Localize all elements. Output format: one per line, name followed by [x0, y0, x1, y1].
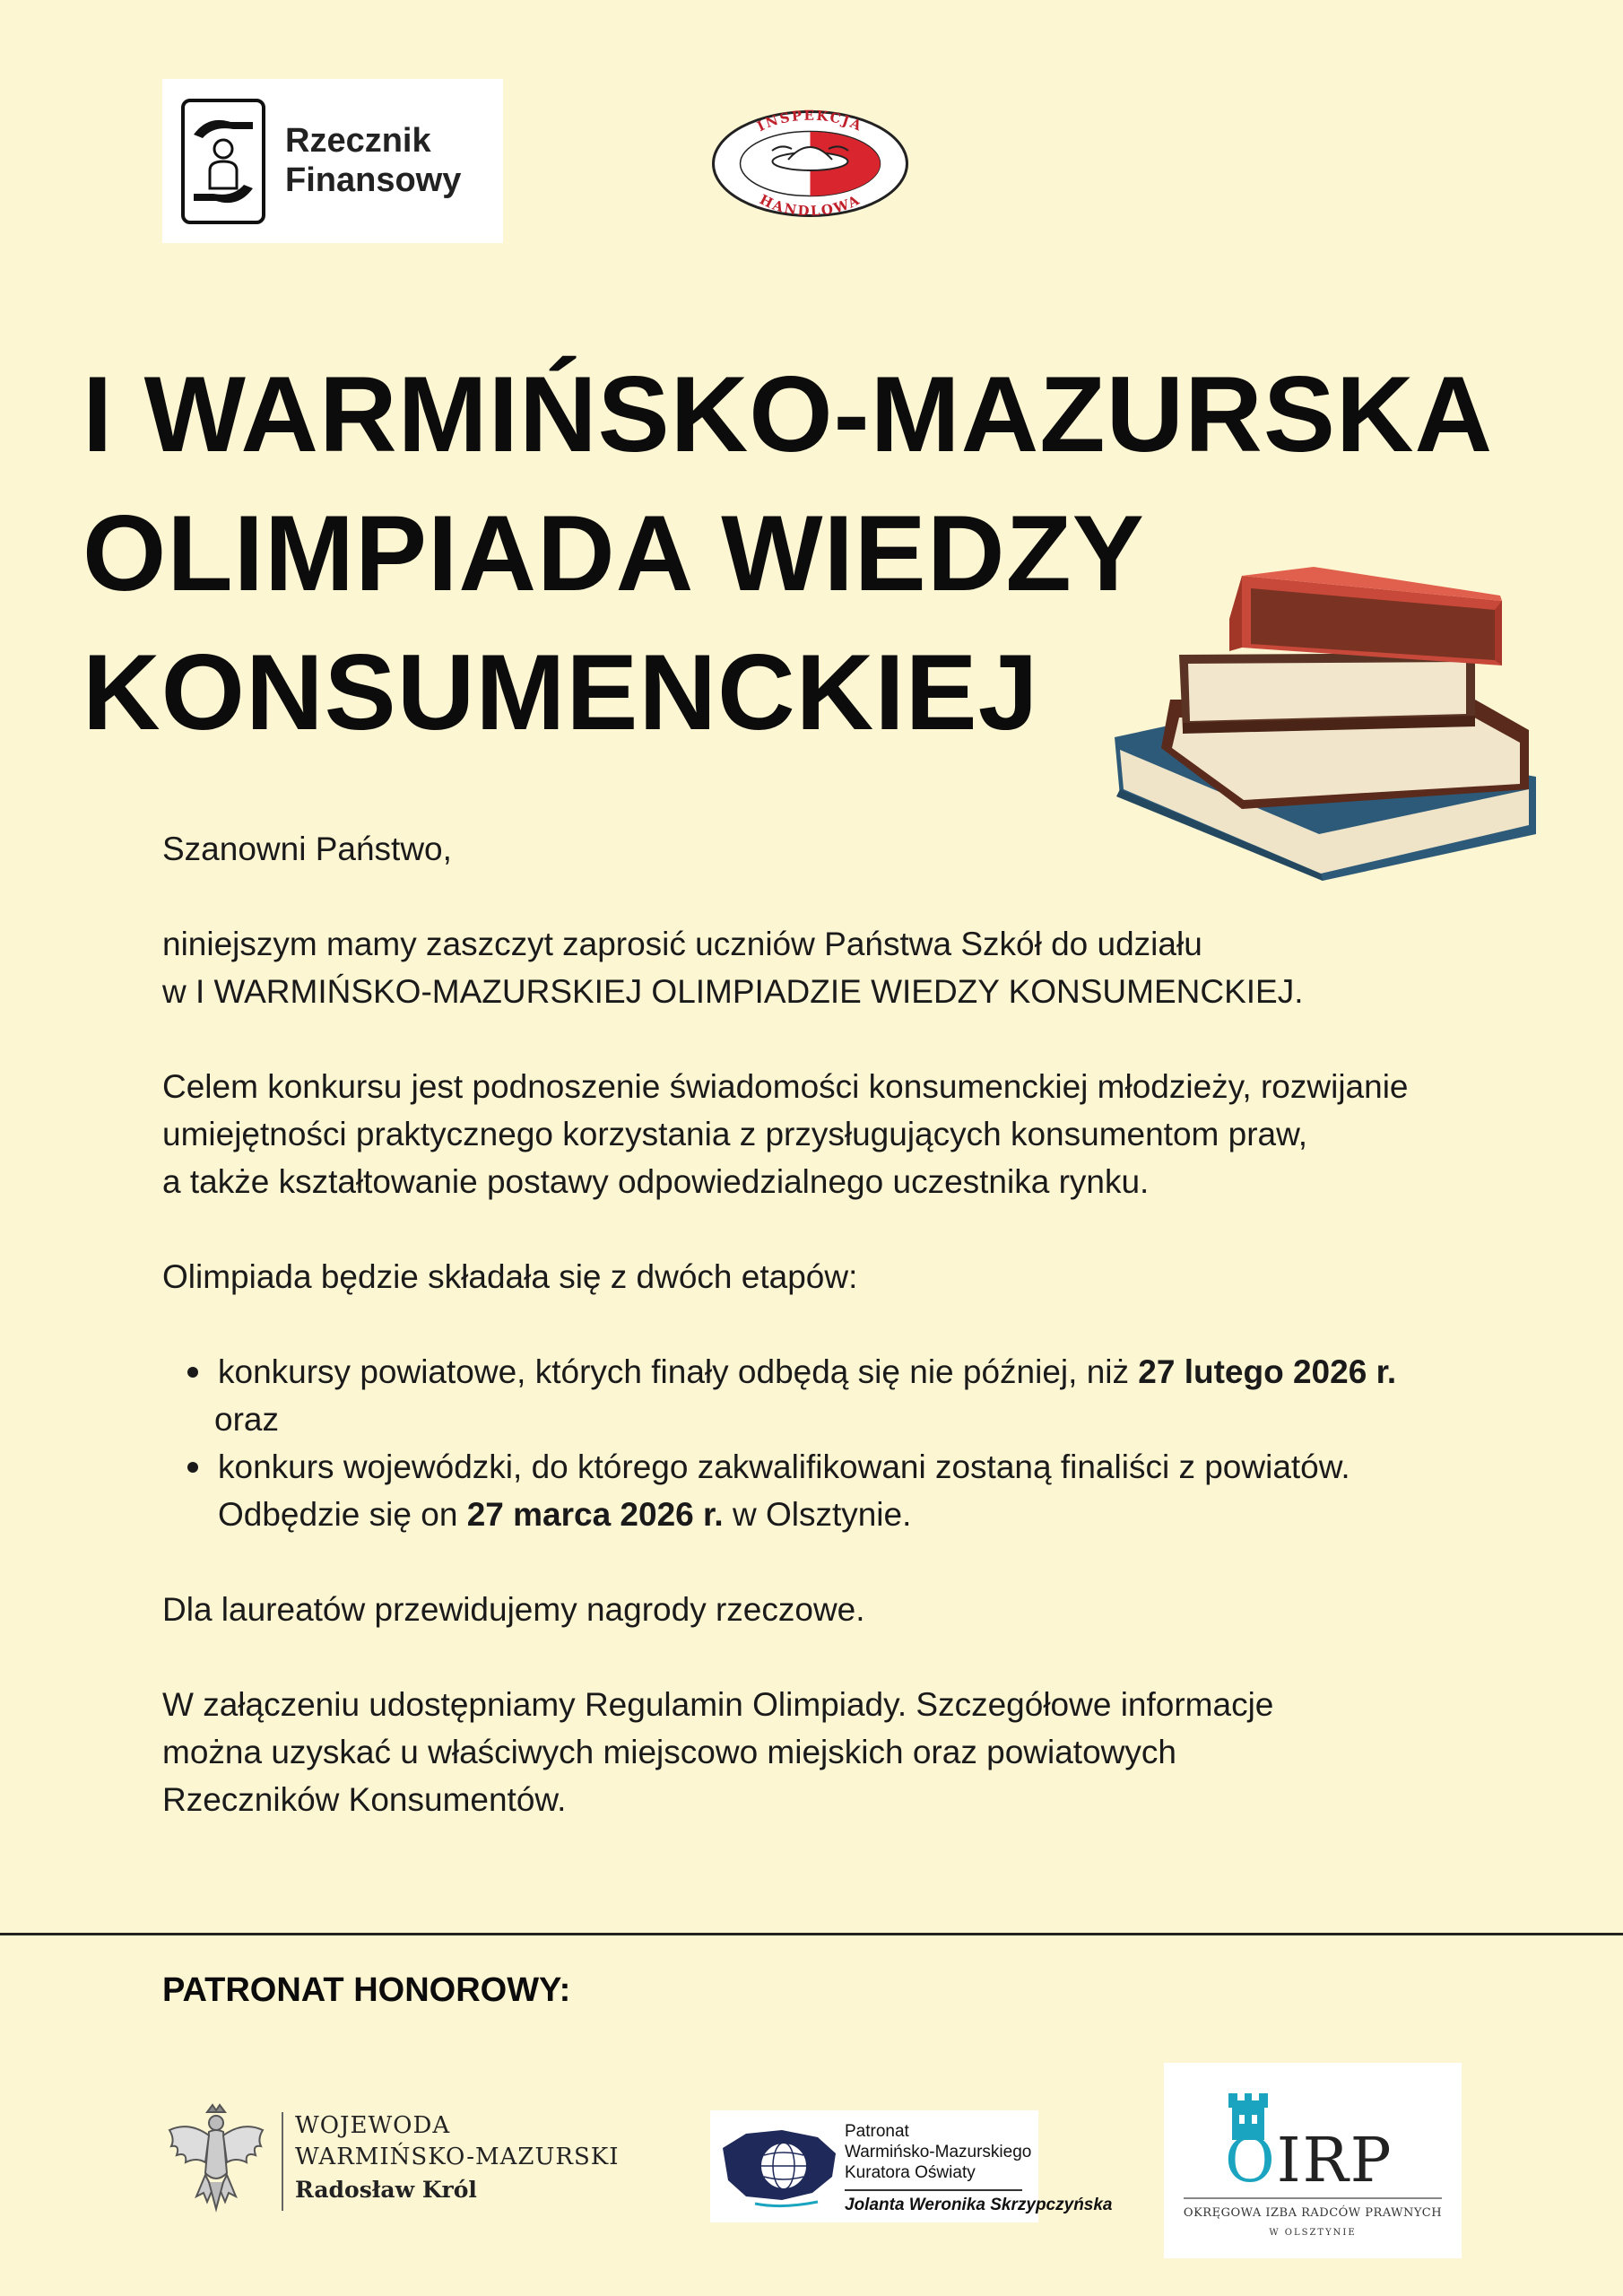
attachment-line-2: można uzyskać u właściwych miejscowo miejskich oraz powiatowych: [162, 1734, 1176, 1770]
kurator-line-3: Kuratora Oświaty: [845, 2163, 976, 2182]
wojewoda-line-1: WOJEWODA: [295, 2112, 451, 2139]
stages-list: [162, 1348, 1480, 1538]
stage-2-post: w Olsztynie.: [723, 1496, 912, 1533]
stage-1-item: [214, 1348, 1480, 1443]
wojewoda-separator: [282, 2112, 283, 2211]
region-map-globe-icon: [719, 2121, 840, 2211]
greeting: Szanowni Państwo,: [162, 831, 452, 867]
hands-person-icon: [181, 99, 265, 224]
eagle-emblem-icon: [162, 2103, 270, 2215]
inspekcja-handlowa-logo: [709, 108, 911, 220]
kurator-oswiaty-logo: [710, 2110, 1113, 2222]
stage-2-line-1: konkurs wojewódzki, do którego zakwalifikowani zostaną finaliści z powiatów.: [218, 1448, 1350, 1485]
inspekcja-top-text: INSPEKCJA: [754, 108, 866, 135]
oirp-subtitle-2: W OLSZTYNIE: [1269, 2228, 1357, 2238]
title-line-3: KONSUMENCKIEJ: [82, 632, 1039, 752]
goal-line-1: Celem konkursu jest podnoszenie świadomości konsumenckiej młodzieży, rozwijanie: [162, 1068, 1409, 1105]
oirp-logo: [1164, 2063, 1462, 2258]
goal-line-2: umiejętności praktycznego korzystania z przysługujących konsumentom praw,: [162, 1116, 1308, 1152]
stages-intro: Olimpiada będzie składała się z dwóch etapów:: [162, 1258, 858, 1295]
stage-2-item: [218, 1443, 1480, 1538]
rzecznik-logo-line2: Finansowy: [285, 161, 462, 199]
kurator-underline: [845, 2189, 1022, 2191]
stage-2-date: 27 marca 2026 r.: [466, 1496, 724, 1533]
stage-2-pre: Odbędzie się on: [218, 1496, 467, 1533]
rzecznik-finansowy-logo: [162, 79, 503, 243]
stage-1-text: konkursy powiatowe, których finały odbędą się nie później, niż: [218, 1353, 1139, 1390]
stage-1-tail: oraz: [214, 1401, 279, 1438]
oirp-divider: [1184, 2197, 1442, 2199]
letter-body: [162, 825, 1480, 1823]
rzecznik-logo-line1: Rzecznik: [285, 122, 431, 160]
oirp-brand: [1225, 2126, 1393, 2196]
oirp-brand-o: O: [1225, 2126, 1277, 2196]
oirp-brand-rest: IRP: [1276, 2126, 1393, 2196]
invite-line-1: niniejszym mamy zaszczyt zaprosić uczniów Państwa Szkół do udziału: [162, 926, 1202, 962]
title-line-1: I WARMIŃSKO-MAZURSKA: [82, 354, 1494, 474]
kurator-line-2: Warmińsko-Mazurskiego: [845, 2143, 1032, 2161]
wojewoda-line-2: WARMIŃSKO-MAZURSKI: [295, 2144, 620, 2170]
kurator-line-1: Patronat: [845, 2122, 909, 2141]
attachment-line-3: Rzeczników Konsumentów.: [162, 1781, 567, 1818]
invite-line-2: w I WARMIŃSKO-MAZURSKIEJ OLIMPIADZIE WIEDZY KONSUMENCKIEJ.: [162, 973, 1304, 1010]
goal-line-3: a także kształtowanie postawy odpowiedzialnego uczestnika rynku.: [162, 1163, 1150, 1200]
inspekcja-bottom-text: HANDLOWA: [757, 191, 864, 220]
kurator-name: Jolanta Weronika Skrzypczyńska: [845, 2196, 1113, 2214]
footer-divider: [0, 1933, 1623, 1935]
wojewoda-logo: [162, 2103, 620, 2220]
oirp-subtitle-1: OKRĘGOWA IZBA RADCÓW PRAWNYCH: [1183, 2206, 1443, 2220]
prizes-text: Dla laureatów przewidujemy nagrody rzeczowe.: [162, 1591, 865, 1628]
patronat-heading: PATRONAT HONOROWY:: [162, 1971, 571, 2009]
stage-1-date: 27 lutego 2026 r.: [1138, 1353, 1397, 1390]
title-line-2: OLIMPIADA WIEDZY: [82, 493, 1145, 613]
wojewoda-line-3: Radosław Król: [295, 2177, 477, 2203]
attachment-line-1: W załączeniu udostępniamy Regulamin Olimpiady. Szczegółowe informacje: [162, 1686, 1274, 1723]
